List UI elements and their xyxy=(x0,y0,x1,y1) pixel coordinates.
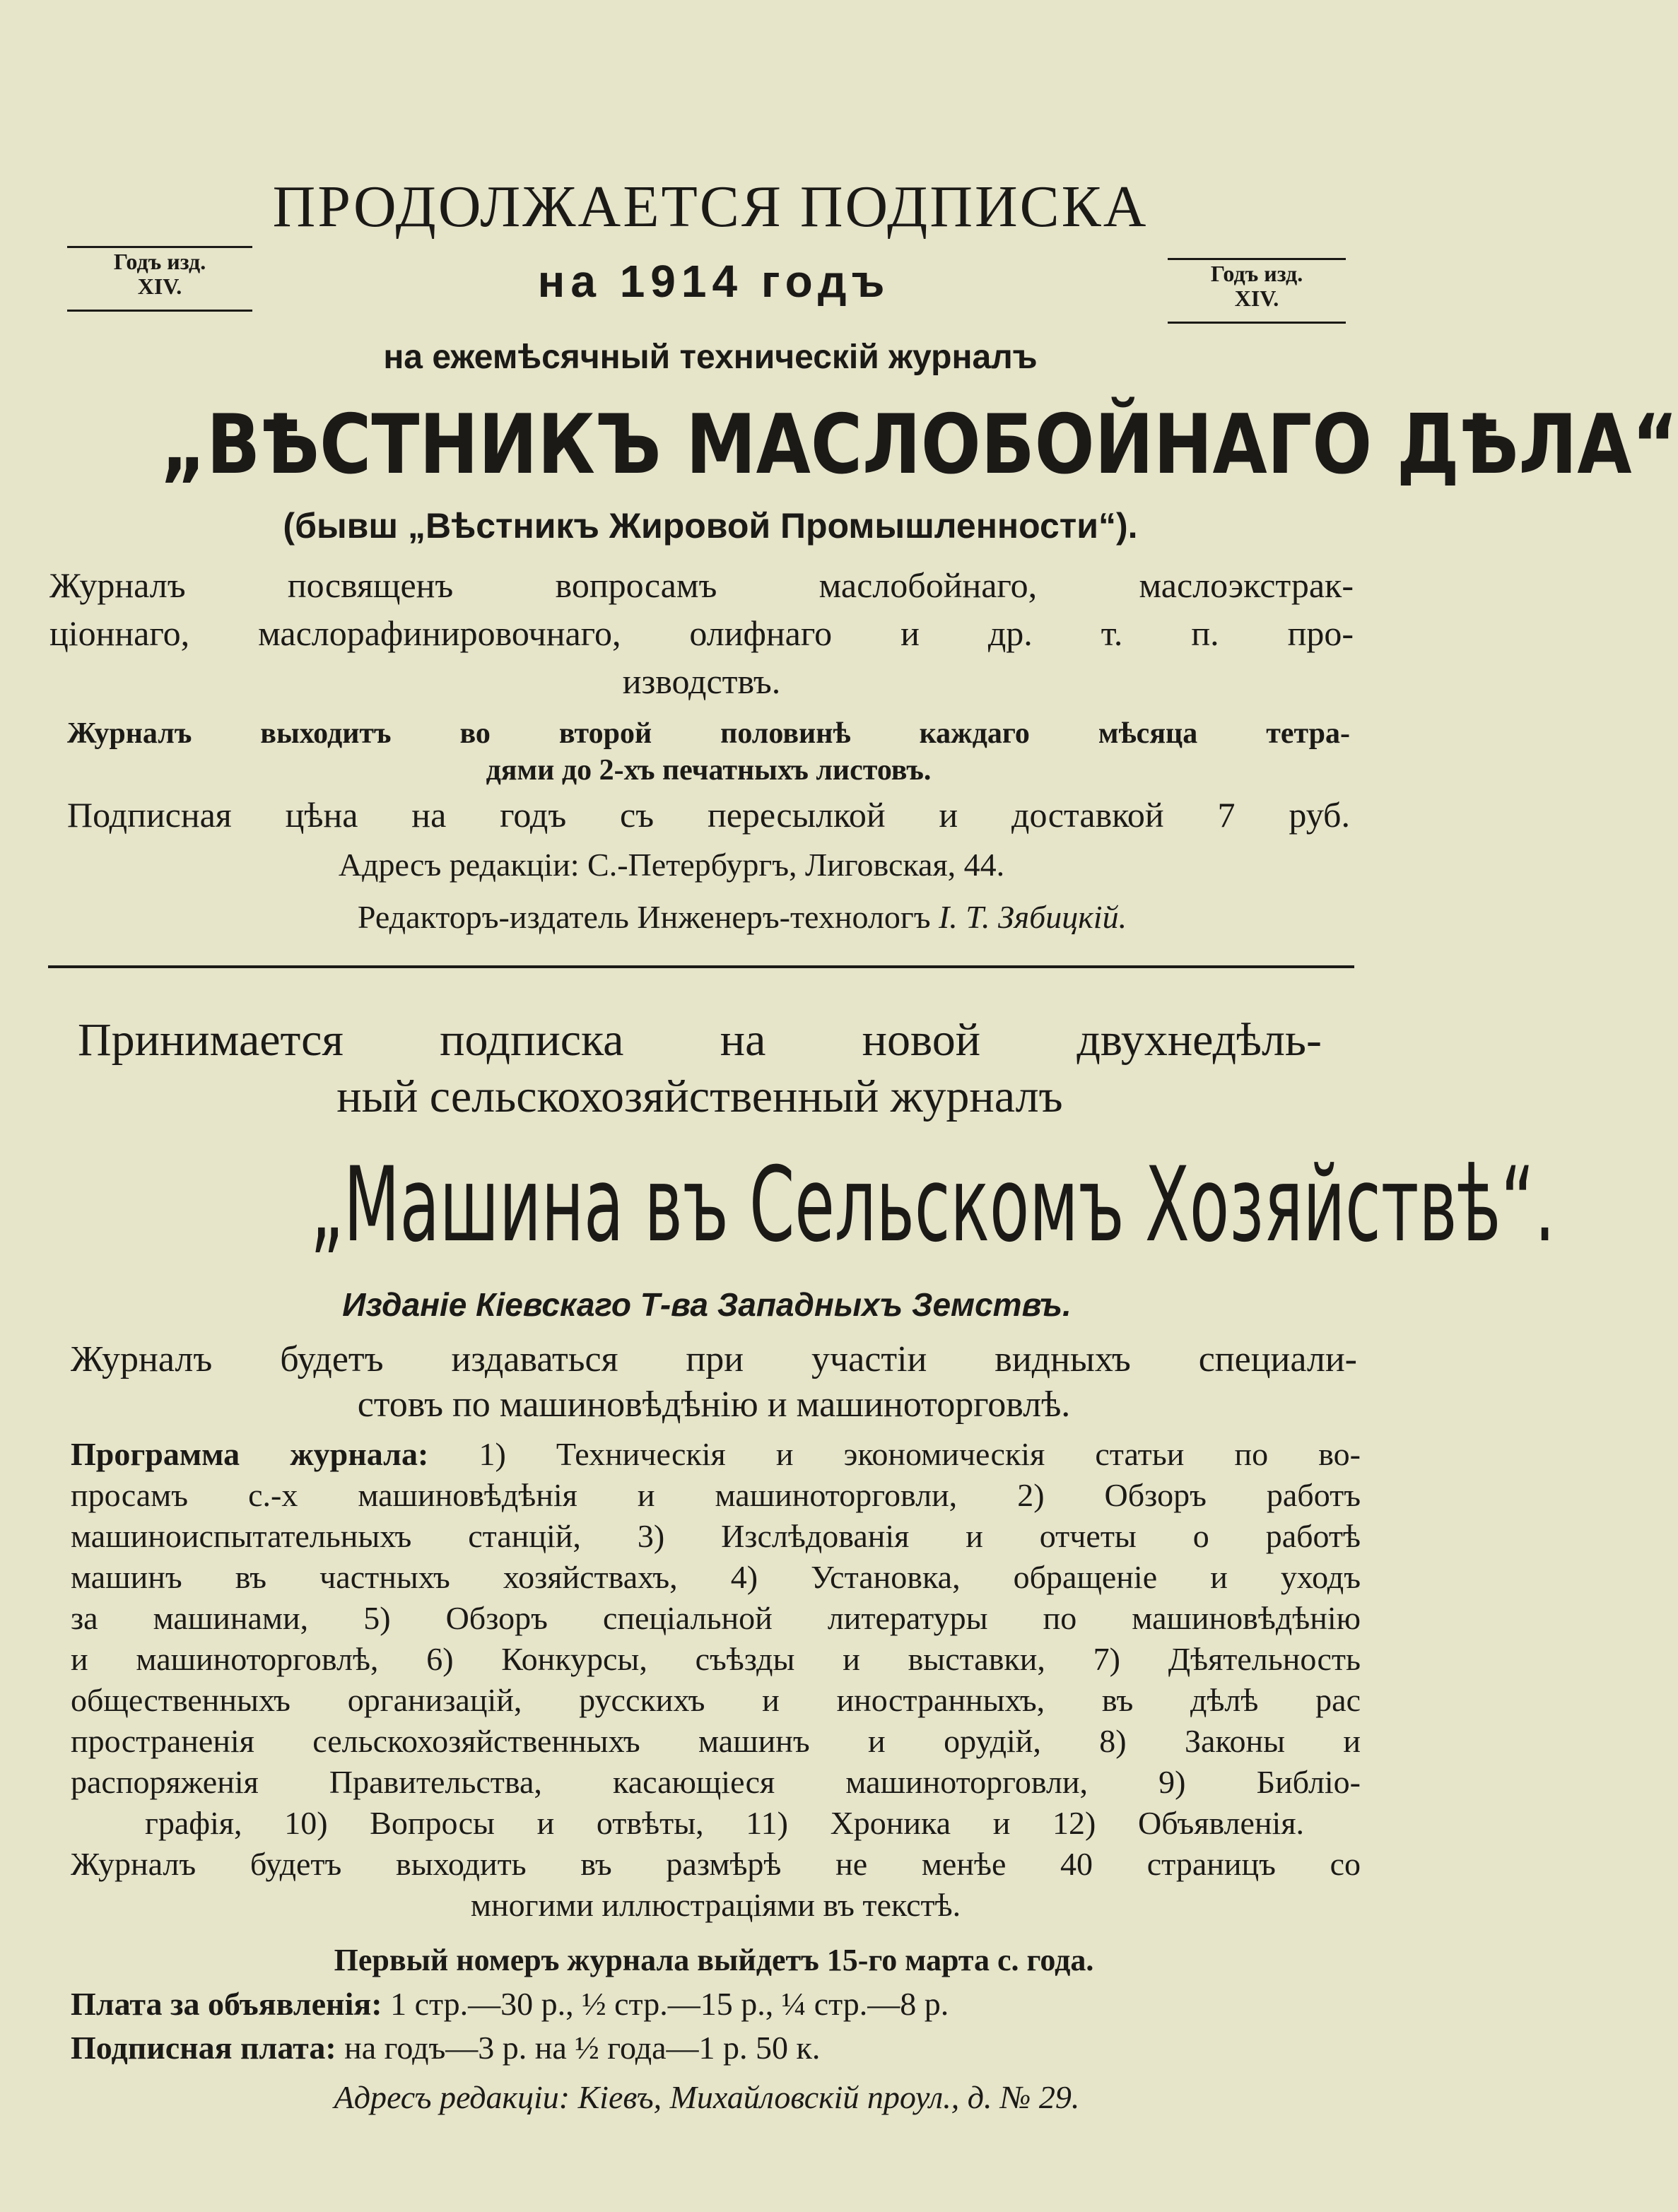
ad2-sub-price-label: Подписная плата: xyxy=(71,2030,336,2066)
ad1-title-wrap xyxy=(71,396,1678,495)
ad1-desc-line-2: ціоннаго, маслорафинировочнаго, олифнаго и др. т. п. про- xyxy=(49,613,1354,653)
badge-left xyxy=(67,249,252,298)
ad2-program-line-3: машиноиспытательныхъ станцій, 3) Изслѣдованія и отчеты о работѣ xyxy=(71,1518,1361,1554)
ad2-program-line-6: и машиноторговлѣ, 6) Конкурсы, съѣзды и выставки, 7) Дѣятельность xyxy=(71,1641,1361,1677)
badge-right-bottom-rule xyxy=(1168,322,1346,324)
ad1-address-line: Адресъ редакціи: С.-Петербургъ, Лиговская, 44. xyxy=(338,847,1005,883)
ad2-ad-price-line xyxy=(71,1984,1343,2024)
ad2-ad-price-value: 1 стр.—30 р., ½ стр.—15 р., ¼ стр.—8 р. xyxy=(390,1986,949,2022)
ad1-price-line: Подписная цѣна на годъ съ пересылкой и доставкой 7 руб. xyxy=(67,795,1350,835)
ad2-program-label: Программа журнала: xyxy=(71,1436,429,1472)
ad2-program-line-4: машинъ въ частныхъ хозяйствахъ, 4) Установка, обращеніе и уходъ xyxy=(71,1559,1361,1595)
ad1-editor-name: І. Т. Зябицкій. xyxy=(938,899,1127,935)
ad2-program-text-1: 1) Техническія и экономическія статьи по во- xyxy=(479,1436,1361,1472)
ad1-subtitle: на ежемѣсячный техническій журналъ xyxy=(383,339,1038,376)
ad2-publisher: Изданіе Кіевскаго Т-ва Западныхъ Земствъ. xyxy=(342,1286,1072,1323)
ad2-program-line-7: общественныхъ организацій, русскихъ и иностранныхъ, въ дѣлѣ рас xyxy=(71,1682,1361,1718)
ad1-issue-line-2: дями до 2-хъ печатныхъ листовъ. xyxy=(486,754,932,787)
ad2-intro-line-2: ный сельскохозяйственный журналъ xyxy=(336,1071,1063,1122)
ad2-sub-price-line xyxy=(71,2028,1343,2068)
badge-right xyxy=(1164,261,1349,310)
badge-left-bottom-rule xyxy=(67,310,252,312)
ad2-intro-line-1: Принимается подписка на новой двухнедѣль- xyxy=(78,1014,1322,1066)
badge-right-value: XIV. xyxy=(1234,286,1279,311)
ad2-program-line-8: пространенія сельскохозяйственныхъ машинъ и орудій, 8) Законы и xyxy=(71,1723,1361,1759)
ad2-participation-line-2: стовъ по машиновѣдѣнію и машиноторговлѣ. xyxy=(357,1384,1071,1425)
ad2-program-line-5: за машинами, 5) Обзоръ спеціальной литературы по машиновѣдѣнію xyxy=(71,1600,1361,1636)
section-divider xyxy=(48,965,1354,968)
ad2-program-line-2: просамъ с.-х машиновѣдѣнія и машиноторговли, 2) Обзоръ работъ xyxy=(71,1477,1361,1513)
ad1-editor-line xyxy=(141,898,1343,937)
ad2-program-line-12: многими иллюстраціями въ текстѣ. xyxy=(470,1887,961,1923)
ad2-program-line-9: распоряженія Правительства, касающіеся машиноторговли, 9) Библіо- xyxy=(71,1764,1361,1800)
ad2-participation-line-1: Журналъ будетъ издаваться при участіи видныхъ специали- xyxy=(71,1339,1357,1379)
badge-left-top-rule xyxy=(67,246,252,248)
ad2-program-line-10: графія, 10) Вопросы и отвѣты, 11) Хроника и 12) Объявленія. xyxy=(145,1805,1304,1841)
ad2-program-line-1 xyxy=(71,1435,1361,1474)
ad2-program-line-11: Журналъ будетъ выходить въ размѣрѣ не менѣе 40 страницъ со xyxy=(71,1846,1361,1882)
ad2-title-wrap xyxy=(71,1145,1556,1265)
ad1-year-line: на 1914 годъ xyxy=(537,256,891,307)
ad1-editor-prefix: Редакторъ-издатель Инженеръ-технологъ xyxy=(357,899,931,935)
badge-left-label: Годъ изд. xyxy=(113,249,206,274)
ad1-former: (бывш „Вѣстникъ Жировой Промышленности“). xyxy=(283,506,1138,546)
ad2-title: „Машина въ Сельскомъ Хозяйствѣ“. xyxy=(310,1145,1556,1265)
ad1-desc-line-3: изводствъ. xyxy=(622,661,781,701)
ad1-issue-line-1: Журналъ выходитъ во второй половинѣ каждаго мѣсяца тетра- xyxy=(67,717,1350,750)
badge-left-value: XIV. xyxy=(137,273,182,299)
badge-right-top-rule xyxy=(1168,258,1346,260)
ad2-first-issue: Первый номеръ журнала выйдетъ 15-го марта с. года. xyxy=(334,1943,1094,1977)
ad1-headline: ПРОДОЛЖАЕТСЯ ПОДПИСКА xyxy=(272,174,1149,240)
ad1-desc-line-1: Журналъ посвященъ вопросамъ маслобойнаго, маслоэкстрак- xyxy=(49,565,1354,605)
ad2-ad-price-label: Плата за объявленія: xyxy=(71,1986,382,2022)
badge-right-label: Годъ изд. xyxy=(1210,261,1303,286)
ad2-address-line: Адресъ редакціи: Кіевъ, Михайловскій проул., д. № 29. xyxy=(334,2079,1080,2115)
ad2-sub-price-value: на годъ—3 р. на ½ года—1 р. 50 к. xyxy=(344,2030,821,2066)
ad1-title: „ВѢСТНИКЪ МАСЛОБОЙНАГО ДѢЛА“ xyxy=(160,397,1678,493)
